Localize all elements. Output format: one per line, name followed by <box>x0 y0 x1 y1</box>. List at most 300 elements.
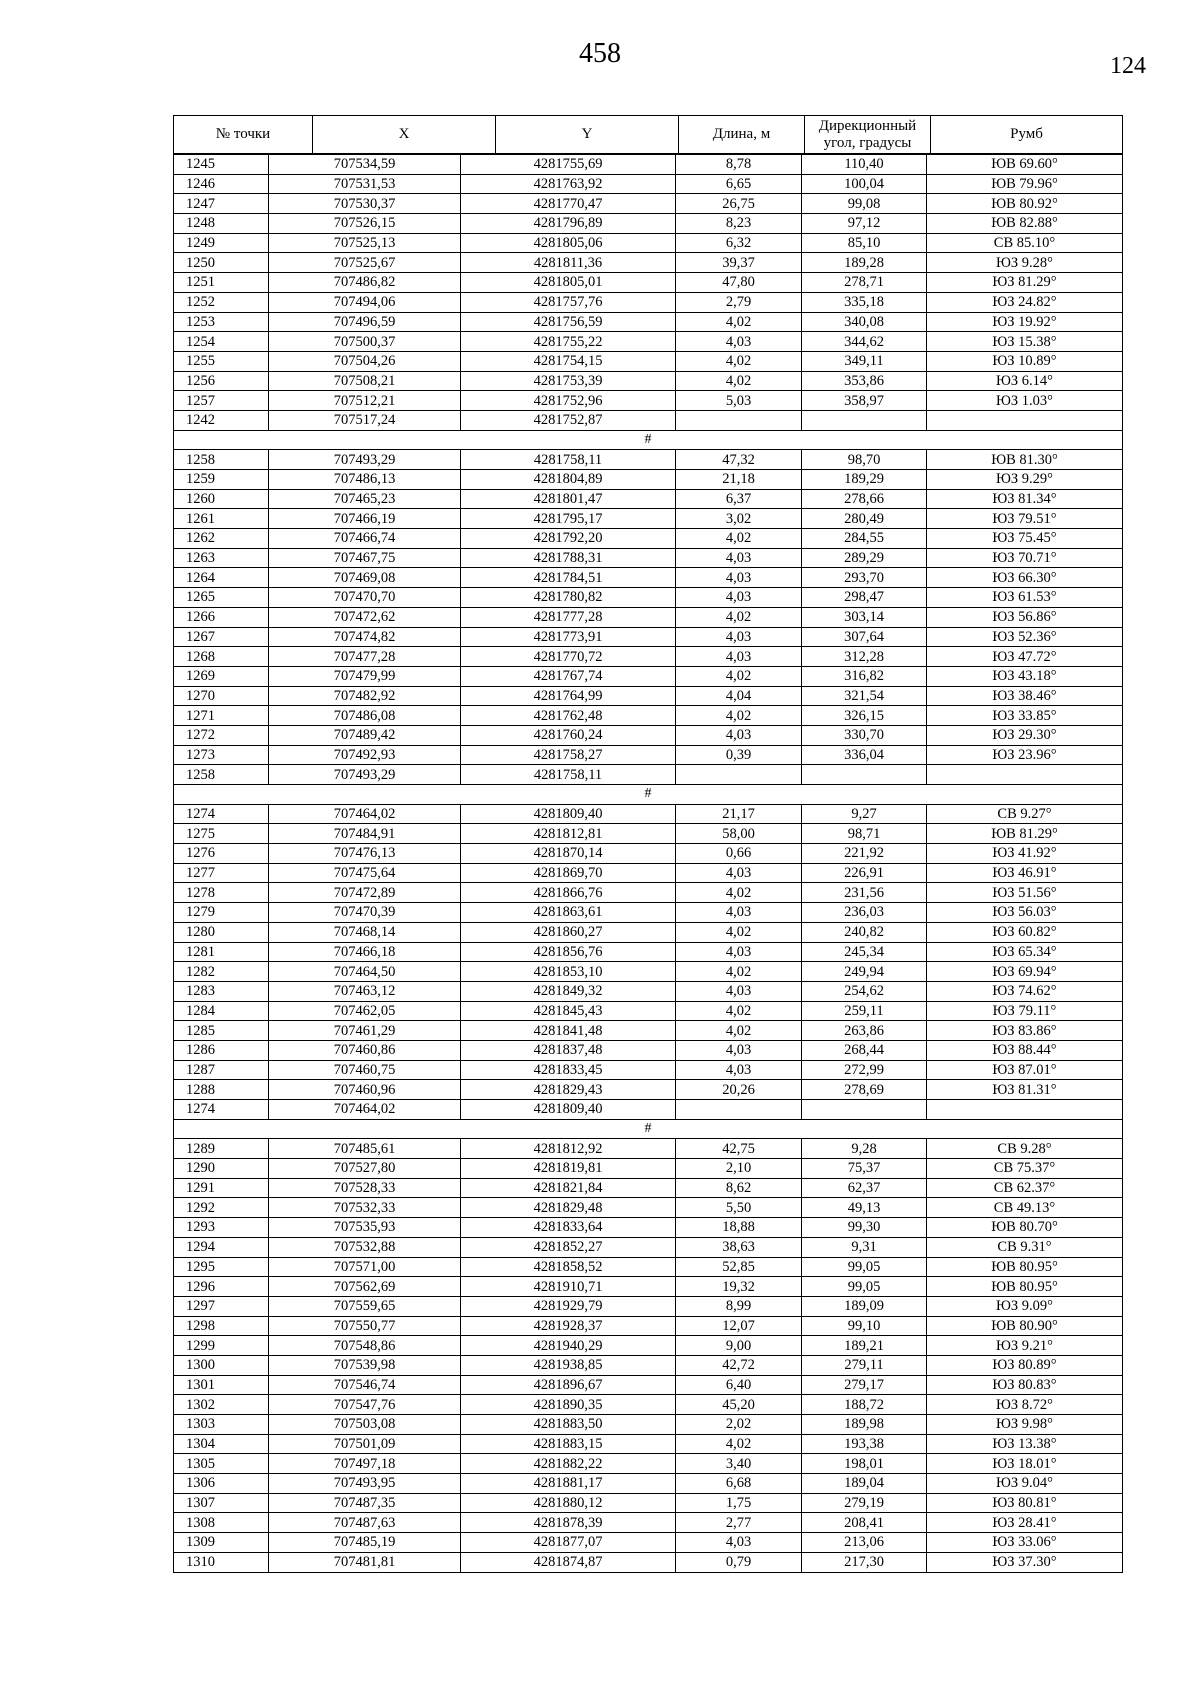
cell-angle: 278,71 <box>802 273 927 293</box>
cell-y: 4281849,32 <box>461 981 676 1001</box>
cell-angle: 99,10 <box>802 1316 927 1336</box>
cell-angle: 326,15 <box>802 706 927 726</box>
cell-point: 1295 <box>174 1257 269 1277</box>
cell-length: 0,66 <box>676 844 802 864</box>
cell-rumb: ЮЗ 8.72° <box>927 1395 1123 1415</box>
cell-length: 4,03 <box>676 588 802 608</box>
cell-angle: 335,18 <box>802 292 927 312</box>
cell-x: 707539,98 <box>269 1355 461 1375</box>
cell-length: 52,85 <box>676 1257 802 1277</box>
cell-y: 4281928,37 <box>461 1316 676 1336</box>
table-row <box>174 1257 1123 1277</box>
cell-point: 1305 <box>174 1454 269 1474</box>
cell-y: 4281795,17 <box>461 509 676 529</box>
cell-rumb <box>927 765 1123 785</box>
cell-length: 4,02 <box>676 666 802 686</box>
cell-point: 1248 <box>174 214 269 234</box>
cell-y: 4281788,31 <box>461 548 676 568</box>
cell-rumb: СВ 9.31° <box>927 1237 1123 1257</box>
cell-point: 1273 <box>174 745 269 765</box>
cell-rumb: ЮЗ 56.03° <box>927 903 1123 923</box>
table-row <box>174 155 1123 175</box>
table-row <box>174 292 1123 312</box>
cell-rumb: ЮЗ 9.98° <box>927 1415 1123 1435</box>
cell-point: 1281 <box>174 942 269 962</box>
cell-angle: 280,49 <box>802 509 927 529</box>
cell-y: 4281777,28 <box>461 607 676 627</box>
header-x: X <box>313 116 496 154</box>
cell-x: 707531,53 <box>269 174 461 194</box>
cell-angle: 236,03 <box>802 903 927 923</box>
cell-angle: 321,54 <box>802 686 927 706</box>
cell-x: 707463,12 <box>269 981 461 1001</box>
cell-angle: 231,56 <box>802 883 927 903</box>
separator-row <box>174 430 1123 450</box>
table-row <box>174 1375 1123 1395</box>
cell-y: 4281805,06 <box>461 233 676 253</box>
cell-x: 707534,59 <box>269 155 461 175</box>
cell-y: 4281821,84 <box>461 1178 676 1198</box>
cell-point: 1302 <box>174 1395 269 1415</box>
cell-point: 1256 <box>174 371 269 391</box>
table-row <box>174 1395 1123 1415</box>
cell-length: 4,03 <box>676 627 802 647</box>
table-row <box>174 627 1123 647</box>
table-row <box>174 214 1123 234</box>
table-row <box>174 863 1123 883</box>
table-row <box>174 981 1123 1001</box>
cell-x: 707485,19 <box>269 1533 461 1553</box>
cell-point: 1307 <box>174 1493 269 1513</box>
cell-angle: 249,94 <box>802 962 927 982</box>
cell-angle: 100,04 <box>802 174 927 194</box>
cell-x: 707496,59 <box>269 312 461 332</box>
cell-rumb: ЮЗ 19.92° <box>927 312 1123 332</box>
cell-x: 707470,70 <box>269 588 461 608</box>
page-number-center: 458 <box>579 38 621 69</box>
cell-y: 4281852,27 <box>461 1237 676 1257</box>
cell-length: 0,79 <box>676 1552 802 1572</box>
cell-rumb: ЮЗ 9.28° <box>927 253 1123 273</box>
cell-rumb: ЮВ 81.30° <box>927 450 1123 470</box>
cell-x: 707512,21 <box>269 391 461 411</box>
cell-angle: 254,62 <box>802 981 927 1001</box>
cell-angle: 75,37 <box>802 1159 927 1179</box>
cell-y: 4281890,35 <box>461 1395 676 1415</box>
table-row <box>174 548 1123 568</box>
cell-y: 4281829,48 <box>461 1198 676 1218</box>
cell-point: 1276 <box>174 844 269 864</box>
cell-length: 4,03 <box>676 647 802 667</box>
cell-x: 707461,29 <box>269 1021 461 1041</box>
cell-angle: 349,11 <box>802 351 927 371</box>
cell-x: 707472,89 <box>269 883 461 903</box>
table-row <box>174 1178 1123 1198</box>
cell-angle: 85,10 <box>802 233 927 253</box>
cell-point: 1294 <box>174 1237 269 1257</box>
cell-angle: 316,82 <box>802 666 927 686</box>
cell-angle: 279,19 <box>802 1493 927 1513</box>
cell-y: 4281780,82 <box>461 588 676 608</box>
cell-length: 4,03 <box>676 1533 802 1553</box>
cell-x: 707460,75 <box>269 1060 461 1080</box>
cell-length: 42,72 <box>676 1355 802 1375</box>
table-row <box>174 706 1123 726</box>
header-angle <box>805 116 931 154</box>
cell-x: 707527,80 <box>269 1159 461 1179</box>
cell-y: 4281755,69 <box>461 155 676 175</box>
cell-angle: 278,66 <box>802 489 927 509</box>
cell-rumb: ЮЗ 9.09° <box>927 1296 1123 1316</box>
cell-x: 707482,92 <box>269 686 461 706</box>
table-row <box>174 1513 1123 1533</box>
cell-y: 4281756,59 <box>461 312 676 332</box>
cell-point: 1250 <box>174 253 269 273</box>
cell-y: 4281856,76 <box>461 942 676 962</box>
cell-length: 1,75 <box>676 1493 802 1513</box>
cell-y: 4281819,81 <box>461 1159 676 1179</box>
cell-point: 1291 <box>174 1178 269 1198</box>
cell-angle: 97,12 <box>802 214 927 234</box>
table-row <box>174 942 1123 962</box>
cell-rumb: ЮВ 80.92° <box>927 194 1123 214</box>
cell-x: 707501,09 <box>269 1434 461 1454</box>
separator-row <box>174 1119 1123 1139</box>
separator-cell: # <box>174 430 1123 450</box>
table-header <box>173 115 1123 154</box>
cell-length: 6,68 <box>676 1474 802 1494</box>
cell-point: 1260 <box>174 489 269 509</box>
table-row <box>174 804 1123 824</box>
cell-y: 4281910,71 <box>461 1277 676 1297</box>
cell-length: 3,40 <box>676 1454 802 1474</box>
cell-x: 707517,24 <box>269 410 461 430</box>
cell-rumb: ЮЗ 9.21° <box>927 1336 1123 1356</box>
cell-rumb: ЮЗ 38.46° <box>927 686 1123 706</box>
cell-angle <box>802 1100 927 1120</box>
cell-angle: 193,38 <box>802 1434 927 1454</box>
cell-angle: 189,04 <box>802 1474 927 1494</box>
cell-angle: 110,40 <box>802 155 927 175</box>
cell-point: 1297 <box>174 1296 269 1316</box>
cell-angle: 213,06 <box>802 1533 927 1553</box>
cell-rumb: ЮЗ 80.81° <box>927 1493 1123 1513</box>
cell-rumb: ЮЗ 79.11° <box>927 1001 1123 1021</box>
cell-x: 707546,74 <box>269 1375 461 1395</box>
table-row <box>174 1493 1123 1513</box>
cell-y: 4281929,79 <box>461 1296 676 1316</box>
cell-rumb: ЮВ 79.96° <box>927 174 1123 194</box>
cell-length: 39,37 <box>676 253 802 273</box>
table-row <box>174 194 1123 214</box>
cell-y: 4281758,11 <box>461 450 676 470</box>
table-row <box>174 1040 1123 1060</box>
cell-length: 6,65 <box>676 174 802 194</box>
cell-y: 4281841,48 <box>461 1021 676 1041</box>
cell-x: 707493,95 <box>269 1474 461 1494</box>
cell-x: 707500,37 <box>269 332 461 352</box>
page-number-right: 124 <box>1110 53 1146 79</box>
table-row <box>174 1159 1123 1179</box>
table-row <box>174 509 1123 529</box>
cell-point: 1254 <box>174 332 269 352</box>
cell-angle: 189,98 <box>802 1415 927 1435</box>
header-y: Y <box>496 116 679 154</box>
table-row <box>174 1080 1123 1100</box>
cell-length: 6,40 <box>676 1375 802 1395</box>
cell-x: 707477,28 <box>269 647 461 667</box>
cell-rumb: ЮЗ 9.04° <box>927 1474 1123 1494</box>
cell-rumb: ЮЗ 18.01° <box>927 1454 1123 1474</box>
cell-length: 26,75 <box>676 194 802 214</box>
cell-length: 4,03 <box>676 942 802 962</box>
cell-rumb: СВ 9.27° <box>927 804 1123 824</box>
cell-rumb <box>927 1100 1123 1120</box>
cell-angle: 279,17 <box>802 1375 927 1395</box>
cell-length: 47,80 <box>676 273 802 293</box>
cell-point: 1283 <box>174 981 269 1001</box>
cell-point: 1272 <box>174 725 269 745</box>
cell-length: 6,32 <box>676 233 802 253</box>
cell-rumb: ЮЗ 65.34° <box>927 942 1123 962</box>
cell-y: 4281767,74 <box>461 666 676 686</box>
table-row <box>174 1454 1123 1474</box>
cell-x: 707493,29 <box>269 450 461 470</box>
cell-point: 1303 <box>174 1415 269 1435</box>
cell-length: 21,18 <box>676 470 802 490</box>
cell-x: 707559,65 <box>269 1296 461 1316</box>
cell-y: 4281752,87 <box>461 410 676 430</box>
table-row <box>174 174 1123 194</box>
cell-x: 707526,15 <box>269 214 461 234</box>
cell-rumb: ЮЗ 15.38° <box>927 332 1123 352</box>
cell-length: 42,75 <box>676 1139 802 1159</box>
cell-y: 4281896,67 <box>461 1375 676 1395</box>
cell-angle: 9,31 <box>802 1237 927 1257</box>
cell-point: 1269 <box>174 666 269 686</box>
cell-x: 707532,33 <box>269 1198 461 1218</box>
cell-y: 4281809,40 <box>461 804 676 824</box>
cell-rumb: ЮЗ 28.41° <box>927 1513 1123 1533</box>
table-row <box>174 588 1123 608</box>
cell-x: 707481,81 <box>269 1552 461 1572</box>
cell-length: 8,23 <box>676 214 802 234</box>
table-row <box>174 1277 1123 1297</box>
cell-x: 707525,13 <box>269 233 461 253</box>
cell-y: 4281853,10 <box>461 962 676 982</box>
cell-y: 4281877,07 <box>461 1533 676 1553</box>
cell-length: 4,02 <box>676 1434 802 1454</box>
table-row <box>174 1139 1123 1159</box>
table-row <box>174 1355 1123 1375</box>
cell-y: 4281792,20 <box>461 529 676 549</box>
cell-length: 4,03 <box>676 903 802 923</box>
cell-angle: 272,99 <box>802 1060 927 1080</box>
cell-rumb: ЮЗ 23.96° <box>927 745 1123 765</box>
coordinates-table <box>173 154 1123 1573</box>
cell-y: 4281833,45 <box>461 1060 676 1080</box>
cell-rumb: ЮЗ 88.44° <box>927 1040 1123 1060</box>
cell-x: 707486,13 <box>269 470 461 490</box>
cell-rumb: ЮЗ 51.56° <box>927 883 1123 903</box>
table-row <box>174 1316 1123 1336</box>
table-row <box>174 725 1123 745</box>
cell-angle: 9,27 <box>802 804 927 824</box>
cell-y: 4281837,48 <box>461 1040 676 1060</box>
cell-x: 707484,91 <box>269 824 461 844</box>
cell-rumb: ЮЗ 74.62° <box>927 981 1123 1001</box>
header-length: Длина, м <box>679 116 805 154</box>
cell-length: 47,32 <box>676 450 802 470</box>
cell-rumb: ЮВ 80.95° <box>927 1277 1123 1297</box>
table-row <box>174 883 1123 903</box>
cell-x: 707475,64 <box>269 863 461 883</box>
cell-length: 58,00 <box>676 824 802 844</box>
cell-y: 4281880,12 <box>461 1493 676 1513</box>
cell-angle: 312,28 <box>802 647 927 667</box>
table-row <box>174 529 1123 549</box>
cell-rumb: ЮЗ 43.18° <box>927 666 1123 686</box>
cell-rumb: СВ 75.37° <box>927 1159 1123 1179</box>
cell-rumb: ЮВ 80.70° <box>927 1218 1123 1238</box>
cell-x: 707487,35 <box>269 1493 461 1513</box>
cell-x: 707525,67 <box>269 253 461 273</box>
cell-length: 2,79 <box>676 292 802 312</box>
cell-length: 8,78 <box>676 155 802 175</box>
cell-y: 4281804,89 <box>461 470 676 490</box>
cell-rumb: ЮЗ 60.82° <box>927 922 1123 942</box>
cell-rumb: СВ 62.37° <box>927 1178 1123 1198</box>
cell-angle: 98,70 <box>802 450 927 470</box>
cell-y: 4281812,92 <box>461 1139 676 1159</box>
cell-rumb: ЮЗ 83.86° <box>927 1021 1123 1041</box>
cell-rumb: ЮВ 81.29° <box>927 824 1123 844</box>
cell-x: 707504,26 <box>269 351 461 371</box>
cell-length: 8,62 <box>676 1178 802 1198</box>
cell-length: 4,03 <box>676 725 802 745</box>
cell-point: 1279 <box>174 903 269 923</box>
cell-x: 707535,93 <box>269 1218 461 1238</box>
table-row <box>174 1060 1123 1080</box>
cell-rumb: ЮЗ 46.91° <box>927 863 1123 883</box>
table-row <box>174 233 1123 253</box>
cell-x: 707464,02 <box>269 1100 461 1120</box>
cell-point: 1259 <box>174 470 269 490</box>
cell-y: 4281860,27 <box>461 922 676 942</box>
cell-y: 4281753,39 <box>461 371 676 391</box>
cell-point: 1277 <box>174 863 269 883</box>
cell-x: 707468,14 <box>269 922 461 942</box>
cell-y: 4281801,47 <box>461 489 676 509</box>
cell-x: 707571,00 <box>269 1257 461 1277</box>
cell-y: 4281809,40 <box>461 1100 676 1120</box>
cell-y: 4281874,87 <box>461 1552 676 1572</box>
table-row <box>174 253 1123 273</box>
cell-y: 4281760,24 <box>461 725 676 745</box>
table-row <box>174 745 1123 765</box>
cell-angle: 298,47 <box>802 588 927 608</box>
cell-x: 707460,86 <box>269 1040 461 1060</box>
cell-y: 4281863,61 <box>461 903 676 923</box>
cell-point: 1310 <box>174 1552 269 1572</box>
cell-rumb: ЮЗ 13.38° <box>927 1434 1123 1454</box>
cell-length: 9,00 <box>676 1336 802 1356</box>
cell-angle: 99,08 <box>802 194 927 214</box>
table-row <box>174 647 1123 667</box>
cell-x: 707466,19 <box>269 509 461 529</box>
cell-point: 1245 <box>174 155 269 175</box>
table-row <box>174 1415 1123 1435</box>
cell-angle: 245,34 <box>802 942 927 962</box>
cell-rumb: ЮЗ 81.31° <box>927 1080 1123 1100</box>
cell-length: 4,02 <box>676 1001 802 1021</box>
cell-angle: 240,82 <box>802 922 927 942</box>
cell-x: 707469,08 <box>269 568 461 588</box>
cell-point: 1246 <box>174 174 269 194</box>
cell-y: 4281878,39 <box>461 1513 676 1533</box>
cell-x: 707486,82 <box>269 273 461 293</box>
separator-row <box>174 785 1123 805</box>
cell-rumb: ЮЗ 10.89° <box>927 351 1123 371</box>
cell-rumb: ЮЗ 66.30° <box>927 568 1123 588</box>
cell-point: 1262 <box>174 529 269 549</box>
cell-x: 707470,39 <box>269 903 461 923</box>
cell-point: 1280 <box>174 922 269 942</box>
cell-x: 707467,75 <box>269 548 461 568</box>
cell-rumb: ЮЗ 37.30° <box>927 1552 1123 1572</box>
cell-x: 707550,77 <box>269 1316 461 1336</box>
cell-length: 5,03 <box>676 391 802 411</box>
cell-length: 4,03 <box>676 1040 802 1060</box>
cell-angle: 189,28 <box>802 253 927 273</box>
cell-length: 0,39 <box>676 745 802 765</box>
header-row <box>174 116 1123 154</box>
table-row <box>174 568 1123 588</box>
cell-point: 1258 <box>174 450 269 470</box>
cell-angle: 330,70 <box>802 725 927 745</box>
cell-angle: 62,37 <box>802 1178 927 1198</box>
cell-angle: 208,41 <box>802 1513 927 1533</box>
cell-angle: 217,30 <box>802 1552 927 1572</box>
cell-point: 1264 <box>174 568 269 588</box>
table-row <box>174 1218 1123 1238</box>
cell-x: 707476,13 <box>269 844 461 864</box>
cell-point: 1309 <box>174 1533 269 1553</box>
cell-angle: 188,72 <box>802 1395 927 1415</box>
cell-point: 1252 <box>174 292 269 312</box>
table-row <box>174 371 1123 391</box>
cell-point: 1261 <box>174 509 269 529</box>
cell-x: 707465,23 <box>269 489 461 509</box>
cell-point: 1251 <box>174 273 269 293</box>
cell-x: 707494,06 <box>269 292 461 312</box>
cell-point: 1284 <box>174 1001 269 1021</box>
cell-length: 21,17 <box>676 804 802 824</box>
cell-rumb: ЮВ 69.60° <box>927 155 1123 175</box>
cell-rumb: ЮЗ 41.92° <box>927 844 1123 864</box>
cell-y: 4281757,76 <box>461 292 676 312</box>
cell-point: 1249 <box>174 233 269 253</box>
cell-y: 4281869,70 <box>461 863 676 883</box>
cell-angle: 278,69 <box>802 1080 927 1100</box>
cell-y: 4281758,11 <box>461 765 676 785</box>
cell-length: 12,07 <box>676 1316 802 1336</box>
cell-length: 4,02 <box>676 371 802 391</box>
cell-length: 2,02 <box>676 1415 802 1435</box>
cell-length: 45,20 <box>676 1395 802 1415</box>
cell-rumb: ЮЗ 70.71° <box>927 548 1123 568</box>
table-row <box>174 312 1123 332</box>
